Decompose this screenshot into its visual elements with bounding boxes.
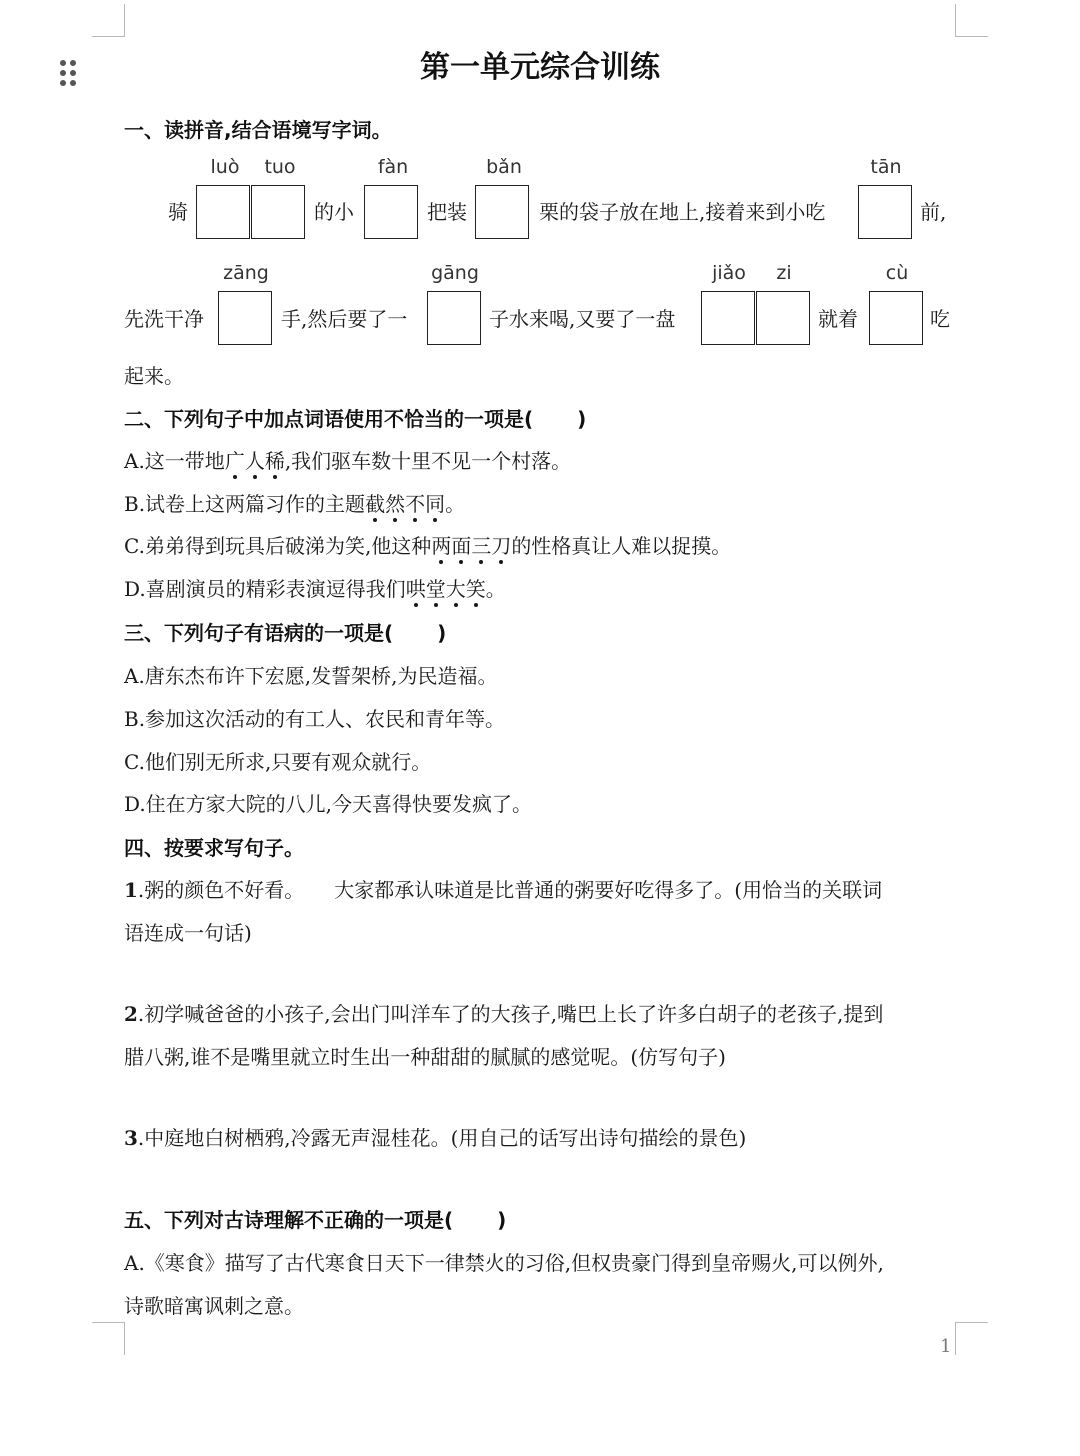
option-d[interactable] [124,573,506,602]
dotted-char: 稀 [265,445,285,474]
pinyin: zi [776,262,792,284]
dotted-word [225,449,285,473]
pinyin: tān [870,156,902,178]
option-d[interactable]: D.住在方家大院的八儿,今天喜得快要发疯了。 [124,792,533,816]
option-text: ,我们驱车数十里不见一个村落。 [284,449,572,473]
passage-text: 子水来喝,又要了一盘 [489,307,676,331]
dotted-char: 大 [446,573,466,602]
page-corner-mark [955,4,988,37]
option-text: C.弟弟得到玩具后破涕为笑,他这种 [124,534,432,558]
pinyin: bǎn [486,156,522,178]
section-4-heading: 四、按要求写句子。 [124,836,304,860]
heading-text: 五、下列对古诗理解不正确的一项是( [124,1208,454,1232]
dotted-char: 然 [385,488,405,517]
pinyin: cù [885,262,909,284]
option-a[interactable]: A.唐东杰布许下宏愿,发誓架桥,为民造福。 [124,664,498,688]
option-text: 的性格真让人难以捉摸。 [511,534,732,558]
section-2-heading [124,403,586,432]
answer-box[interactable] [196,185,250,239]
question-2 [124,998,883,1027]
passage-text: 就着 [818,307,858,331]
dotted-char: 人 [245,445,265,474]
dotted-char: 广 [225,445,245,474]
passage-text: 栗的袋子放在地上,接着来到小吃 [539,200,826,224]
passage-text: 起来。 [124,364,184,388]
page-title: 第一单元综合训练 [420,50,660,85]
dotted-word [406,577,486,601]
page-number: 1 [940,1336,952,1357]
question-text: .中庭地白树栖鸦,冷露无声湿桂花。(用自己的话写出诗句描绘的景色) [137,1126,747,1150]
answer-box[interactable] [869,291,923,345]
dotted-char: 面 [451,530,471,559]
page-corner-mark [955,1322,988,1355]
dotted-char: 截 [365,488,385,517]
question-number: 3 [124,1126,138,1150]
answer-box[interactable] [427,291,481,345]
page-corner-mark [92,1322,125,1355]
answer-box[interactable] [251,185,305,239]
dotted-word [365,492,445,516]
option-b[interactable]: B.参加这次活动的有工人、农民和青年等。 [124,707,506,731]
passage-text: 前, [920,200,947,224]
heading-text: 三、下列句子有语病的一项是( [124,621,394,645]
paren-close: ) [497,1208,507,1232]
option-c[interactable] [124,530,731,559]
paren-close: ) [577,407,587,431]
option-text: B.试卷上这两篇习作的主题 [124,492,366,516]
passage-text: 手,然后要了一 [281,307,408,331]
heading-text: 二、下列句子中加点词语使用不恰当的一项是( [124,407,534,431]
dotted-word [431,534,511,558]
passage-text: 把装 [427,200,467,224]
option-text: 。 [445,492,466,516]
question-text: 大家都承认味道是比普通的粥要好吃得多了。(用恰当的关联词 [334,878,883,902]
question-number: 2 [124,1002,138,1026]
dotted-char: 两 [431,530,451,559]
option-a[interactable]: A.《寒食》描写了古代寒食日天下一律禁火的习俗,但权贵豪门得到皇帝赐火,可以例外, [124,1251,884,1275]
question-text: .初学喊爸爸的小孩子,会出门叫洋车了的大孩子,嘴巴上长了许多白胡子的老孩子,提到 [137,1002,884,1026]
passage-text: 先洗干净 [124,307,204,331]
option-b[interactable] [124,488,465,517]
section-1-heading: 一、读拼音,结合语境写字词。 [124,118,392,142]
passage-text: 骑 [168,200,188,224]
pinyin: fàn [377,156,409,178]
answer-box[interactable] [701,291,755,345]
option-a-cont: 诗歌暗寓讽刺之意。 [124,1294,304,1318]
passage-text: 的小 [314,200,354,224]
pinyin: zāng [223,262,269,284]
section-5-heading [124,1204,506,1233]
dotted-char: 堂 [426,573,446,602]
question-1 [124,874,882,903]
option-c[interactable]: C.他们别无所求,只要有观众就行。 [124,750,432,774]
option-text: 。 [485,577,506,601]
dotted-char: 笑 [466,573,486,602]
answer-box[interactable] [364,185,418,239]
option-a[interactable] [124,445,571,474]
answer-box[interactable] [756,291,810,345]
option-text: A.这一带地 [124,449,225,473]
dotted-char: 刀 [491,530,511,559]
dotted-char: 哄 [406,573,426,602]
paren-close: ) [437,621,447,645]
dotted-char: 同 [425,488,445,517]
question-1-cont: 语连成一句话) [124,921,252,945]
pinyin: jiǎo [712,262,746,284]
section-3-heading [124,617,446,646]
question-3 [124,1122,746,1151]
pinyin: gāng [431,262,479,284]
answer-box[interactable] [218,291,272,345]
page-corner-mark [92,4,125,37]
question-2-cont: 腊八粥,谁不是嘴里就立时生出一种甜甜的腻腻的感觉呢。(仿写句子) [124,1045,726,1069]
question-text: .粥的颜色不好看。 [137,878,305,902]
dotted-char: 三 [471,530,491,559]
pinyin: tuo [264,156,296,178]
dotted-char: 不 [405,488,425,517]
passage-text: 吃 [930,307,950,331]
answer-box[interactable] [858,185,912,239]
answer-box[interactable] [475,185,529,239]
option-text: D.喜剧演员的精彩表演逗得我们 [124,577,406,601]
pinyin: luò [210,156,240,178]
question-number: 1 [124,878,138,902]
